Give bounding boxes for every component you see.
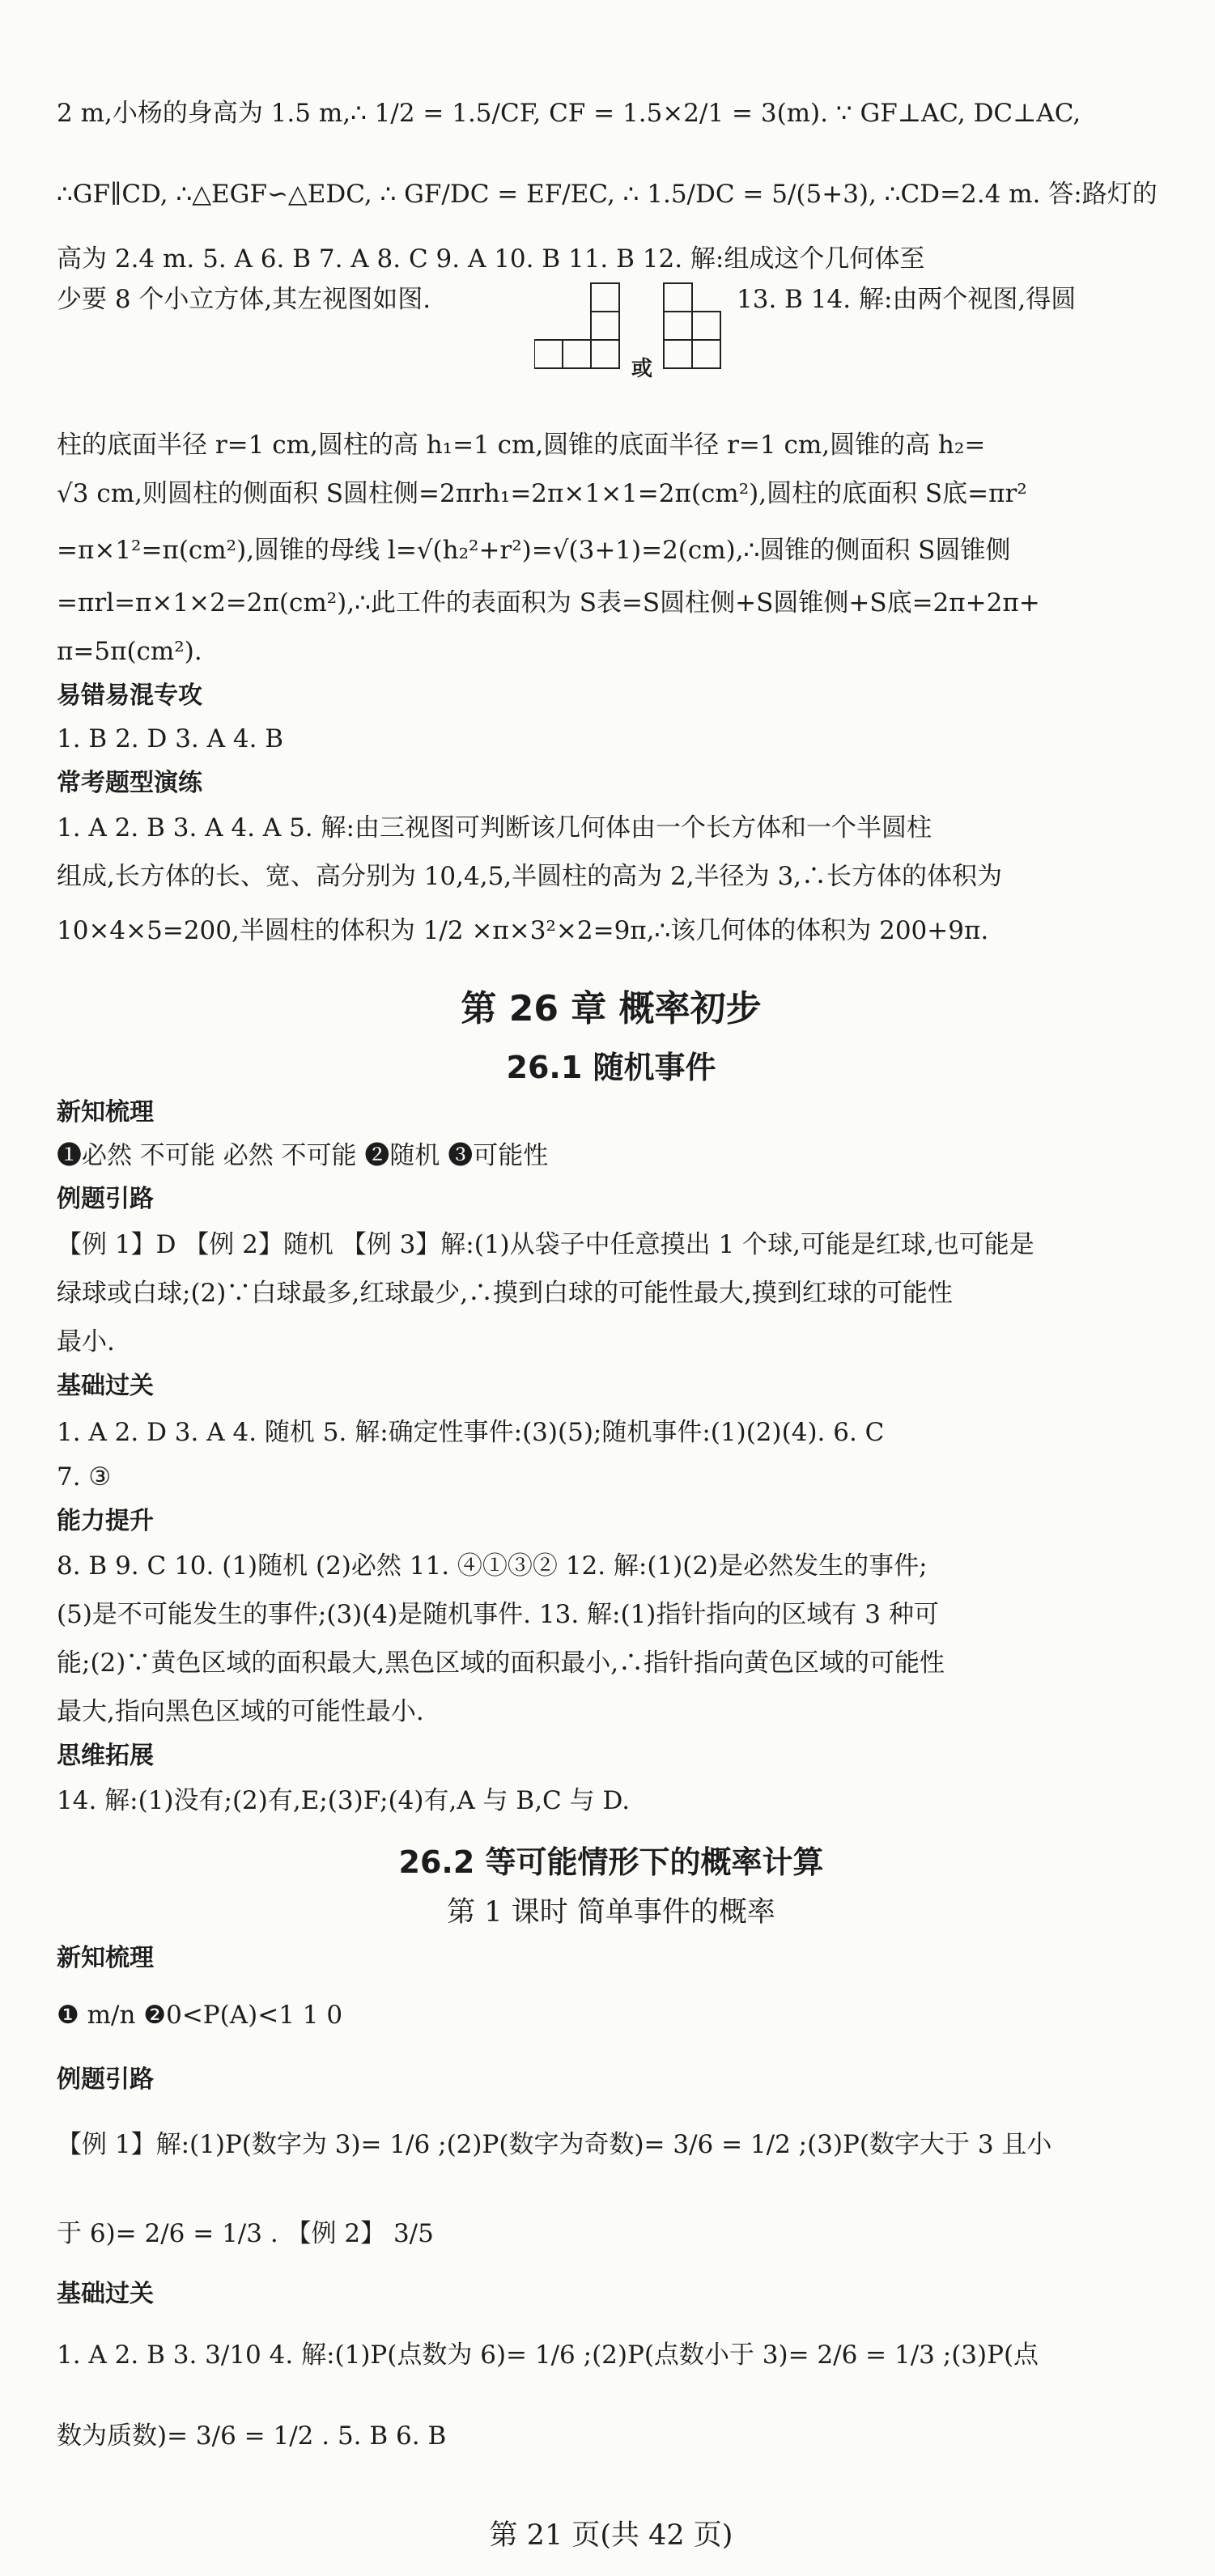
section-heading: 例题引路 [57,2065,154,2094]
left-view-figure [534,267,737,413]
text-line: 1. B 2. D 3. A 4. B [57,724,284,753]
text-line: 【例 1】D 【例 2】随机 【例 3】解:(1)从袋子中任意摸出 1 个球,可能是红球,也可能是 [57,1230,1034,1259]
section-heading: 常考题型演练 [57,769,202,797]
text-line: (5)是不可能发生的事件;(3)(4)是随机事件. 13. 解:(1)指针指向的区域有 3 种可 [57,1600,939,1629]
text-line: 最大,指向黑色区域的可能性最小. [57,1697,424,1726]
or-label: 或 [631,357,653,381]
text-line: 10×4×5=200,半圆柱的体积为 1/2 ×π×3²×2=9π,∴该几何体的体积为 200+9π. [57,916,989,945]
section-heading: 基础过关 [57,1372,154,1400]
text-line: 7. ③ [57,1462,112,1492]
section-heading: 易错易混专攻 [57,681,202,710]
text-line: 柱的底面半径 r=1 cm,圆柱的高 h₁=1 cm,圆锥的底面半径 r=1 cm,圆锥的高 h₂= [57,431,986,460]
section-heading: 能力提升 [57,1507,154,1535]
text-line: 于 6)= 2/6 = 1/3 . 【例 2】 3/5 [57,2219,434,2248]
text-line: 最小. [57,1327,115,1356]
text-line: ❶ m/n ❷0<P(A)<1 1 0 [57,2001,343,2030]
text-line: 1. A 2. D 3. A 4. 随机 5. 解:确定性事件:(3)(5);随机事件:(1)(2)(4). 6. C [57,1418,885,1447]
text-line: 数为质数)= 3/6 = 1/2 . 5. B 6. B [57,2421,447,2451]
text-line: 14. 解:(1)没有;(2)有,E;(3)F;(4)有,A 与 B,C 与 D. [57,1786,631,1815]
text-line: =π×1²=π(cm²),圆锥的母线 l=√(h₂²+r²)=√(3+1)=2(cm),∴圆锥的侧面积 S圆锥侧 [57,536,1011,565]
section-title: 26.1 随机事件 [506,1050,716,1085]
text-line: 【例 1】解:(1)P(数字为 3)= 1/6 ;(2)P(数字为奇数)= 3/6 = 1/2 ;(3)P(数字大于 3 且小 [57,2130,1052,2159]
text-line: 13. B 14. 解:由两个视图,得圆 [737,285,1077,314]
text-line: 1. A 2. B 3. 3/10 4. 解:(1)P(点数为 6)= 1/6 ;(2)P(点数小于 3)= 2/6 = 1/3 ;(3)P(点 [57,2340,1039,2370]
text-line: 8. B 9. C 10. (1)随机 (2)必然 11. ④①③② 12. 解:(1)(2)是必然发生的事件; [57,1551,928,1581]
text-line: ❶必然 不可能 必然 不可能 ❷随机 ❸可能性 [57,1141,549,1170]
section-title: 26.2 等可能情形下的概率计算 [398,1844,824,1880]
text-line: π=5π(cm²). [57,637,202,666]
text-line: ∴GF∥CD, ∴△EGF∽△EDC, ∴ GF/DC = EF/EC, ∴ 1.5/DC = 5/(5+3), ∴CD=2.4 m. 答:路灯的 [57,180,1158,209]
page-footer: 第 21 页(共 42 页) [489,2519,733,2552]
text-line: 高为 2.4 m. 5. A 6. B 7. A 8. C 9. A 10. B 11. B 12. 解:组成这个几何体至 [57,244,925,274]
chapter-title: 第 26 章 概率初步 [461,988,762,1029]
text-line: 能;(2)∵黄色区域的面积最大,黑色区域的面积最小,∴指针指向黄色区域的可能性 [57,1649,945,1678]
section-heading: 新知梳理 [57,1098,154,1127]
lesson-title: 第 1 课时 简单事件的概率 [447,1896,775,1929]
section-heading: 思维拓展 [57,1742,154,1770]
section-heading: 新知梳理 [57,1944,154,1972]
text-line: 组成,长方体的长、宽、高分别为 10,4,5,半圆柱的高为 2,半径为 3,∴长方体的体积为 [57,862,1003,891]
text-line: 少要 8 个小立方体,其左视图如图. [57,285,431,314]
text-line: =πrl=π×1×2=2π(cm²),∴此工件的表面积为 S表=S圆柱侧+S圆锥侧+S底=2π+2π+ [57,588,1040,617]
text-line: 1. A 2. B 3. A 4. A 5. 解:由三视图可判断该几何体由一个长方体和一个半圆柱 [57,813,932,842]
text-line: 绿球或白球;(2)∵白球最多,红球最少,∴摸到白球的可能性最大,摸到红球的可能性 [57,1279,953,1308]
section-heading: 基础过关 [57,2280,154,2308]
section-heading: 例题引路 [57,1185,154,1213]
text-line: 2 m,小杨的身高为 1.5 m,∴ 1/2 = 1.5/CF, CF = 1.5×2/1 = 3(m). ∵ GF⊥AC, DC⊥AC, [57,99,1081,128]
text-line: √3 cm,则圆柱的侧面积 S圆柱侧=2πrh₁=2π×1×1=2π(cm²),圆柱的底面积 S底=πr² [57,479,1027,508]
